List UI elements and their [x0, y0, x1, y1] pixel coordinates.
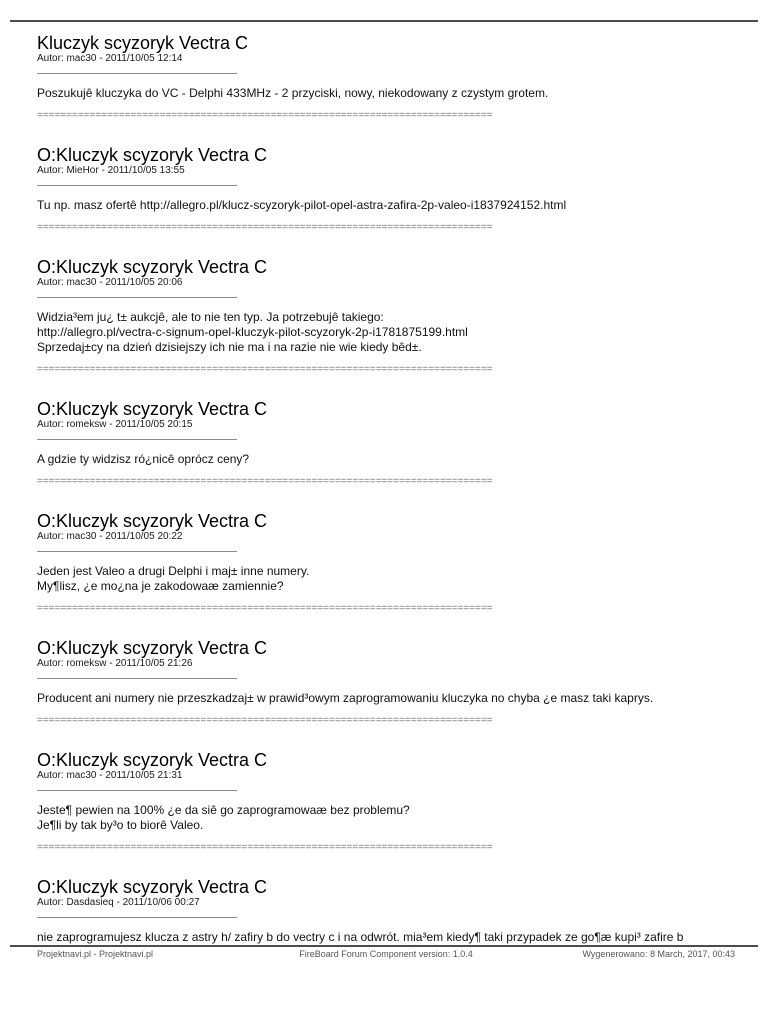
post-body — [37, 310, 731, 355]
post — [37, 34, 731, 122]
author-signature-divider — [37, 790, 237, 791]
post-author: Autor: mac30 - 2011/10/05 20:22 — [37, 531, 183, 542]
post-body-line: http://allegro.pl/vectra-c-signum-opel-kluczyk-pilot-scyzoryk-2p-i1781875199.html — [37, 325, 468, 339]
post-separator: ============================================================================== — [37, 603, 493, 614]
page-footer — [0, 947, 768, 960]
post-author: Autor: mac30 - 2011/10/05 21:31 — [37, 770, 183, 781]
post-title: O:Kluczyk scyzoryk Vectra C — [37, 638, 268, 658]
author-signature-divider — [37, 917, 237, 918]
post-body-line: Producent ani numery nie przeszkadzaj± w prawid³owym zaprogramowaniu kluczyka no chyba ¿e masz taki kaprys. — [37, 691, 654, 705]
post-title: O:Kluczyk scyzoryk Vectra C — [37, 257, 268, 277]
post-author: Autor: Dasdasieq - 2011/10/06 00:27 — [37, 897, 200, 908]
post-author: Autor: mac30 - 2011/10/05 12:14 — [37, 53, 183, 64]
post-body-line: A gdzie ty widzisz ró¿nicê oprócz ceny? — [37, 452, 250, 466]
post — [37, 258, 731, 376]
post-body-line: Tu np. masz ofertê http://allegro.pl/klucz-scyzoryk-pilot-opel-astra-zafira-2p-valeo-i1837924152.html — [37, 198, 567, 212]
author-signature-divider — [37, 551, 237, 552]
post-title: O:Kluczyk scyzoryk Vectra C — [37, 511, 268, 531]
post-body-line: Sprzedaj±cy na dzień dzisiejszy ich nie ma i na razie nie wie kiedy bêd±. — [37, 340, 422, 354]
footer-generated-timestamp: Wygenerowano: 8 March, 2017, 00:43 — [582, 949, 735, 959]
forum-thread — [0, 22, 768, 945]
post — [37, 400, 731, 488]
post-body — [37, 930, 731, 945]
post-body-line: Poszukujê kluczyka do VC - Delphi 433MHz - 2 przyciski, nowy, niekodowany z czystym grotem. — [37, 86, 549, 100]
post-body-line: Jeden jest Valeo a drugi Delphi i maj± inne numery. — [37, 564, 310, 578]
post — [37, 878, 731, 945]
post-author: Autor: romeksw - 2011/10/05 21:26 — [37, 658, 193, 669]
footer-site-name: Projektnavi.pl - Projektnavi.pl — [37, 949, 154, 959]
post-body — [37, 803, 731, 833]
post-separator: ============================================================================== — [37, 110, 493, 121]
author-signature-divider — [37, 678, 237, 679]
post-separator: ============================================================================== — [37, 222, 493, 233]
post-title: O:Kluczyk scyzoryk Vectra C — [37, 877, 268, 897]
post-title: O:Kluczyk scyzoryk Vectra C — [37, 145, 268, 165]
print-page — [0, 20, 768, 1014]
post — [37, 639, 731, 727]
post-author: Autor: mac30 - 2011/10/05 20:06 — [37, 277, 183, 288]
post — [37, 146, 731, 234]
post-body — [37, 198, 731, 213]
post-separator: ============================================================================== — [37, 364, 493, 375]
post-body-line: nie zaprogramujesz klucza z astry h/ zafiry b do vectry c i na odwrót. mia³em kiedy¶ taki przypadek ze go¶æ kupi³ zafire b — [37, 930, 684, 944]
post-body — [37, 86, 731, 101]
post-body-line: Je¶li by tak by³o to biorê Valeo. — [37, 818, 204, 832]
post-separator: ============================================================================== — [37, 715, 493, 726]
post-separator: ============================================================================== — [37, 842, 493, 853]
author-signature-divider — [37, 297, 237, 298]
author-signature-divider — [37, 185, 237, 186]
post-author: Autor: romeksw - 2011/10/05 20:15 — [37, 419, 193, 430]
post — [37, 512, 731, 615]
post-body — [37, 452, 731, 467]
post-body — [37, 564, 731, 594]
post-title: O:Kluczyk scyzoryk Vectra C — [37, 750, 268, 770]
author-signature-divider — [37, 439, 237, 440]
post-author: Autor: MieHor - 2011/10/05 13:55 — [37, 165, 185, 176]
footer-component-version: FireBoard Forum Component version: 1.0.4 — [299, 949, 473, 959]
post-title: Kluczyk scyzoryk Vectra C — [37, 33, 249, 53]
post-title: O:Kluczyk scyzoryk Vectra C — [37, 399, 268, 419]
post-body-line: My¶lisz, ¿e mo¿na je zakodowaæ zamiennie? — [37, 579, 284, 593]
post — [37, 751, 731, 854]
post-separator: ============================================================================== — [37, 476, 493, 487]
post-body — [37, 691, 731, 706]
author-signature-divider — [37, 73, 237, 74]
post-body-line: Jeste¶ pewien na 100% ¿e da siê go zaprogramowaæ bez problemu? — [37, 803, 410, 817]
post-body-line: Widzia³em ju¿ t± aukcjê, ale to nie ten typ. Ja potrzebujê takiego: — [37, 310, 384, 324]
